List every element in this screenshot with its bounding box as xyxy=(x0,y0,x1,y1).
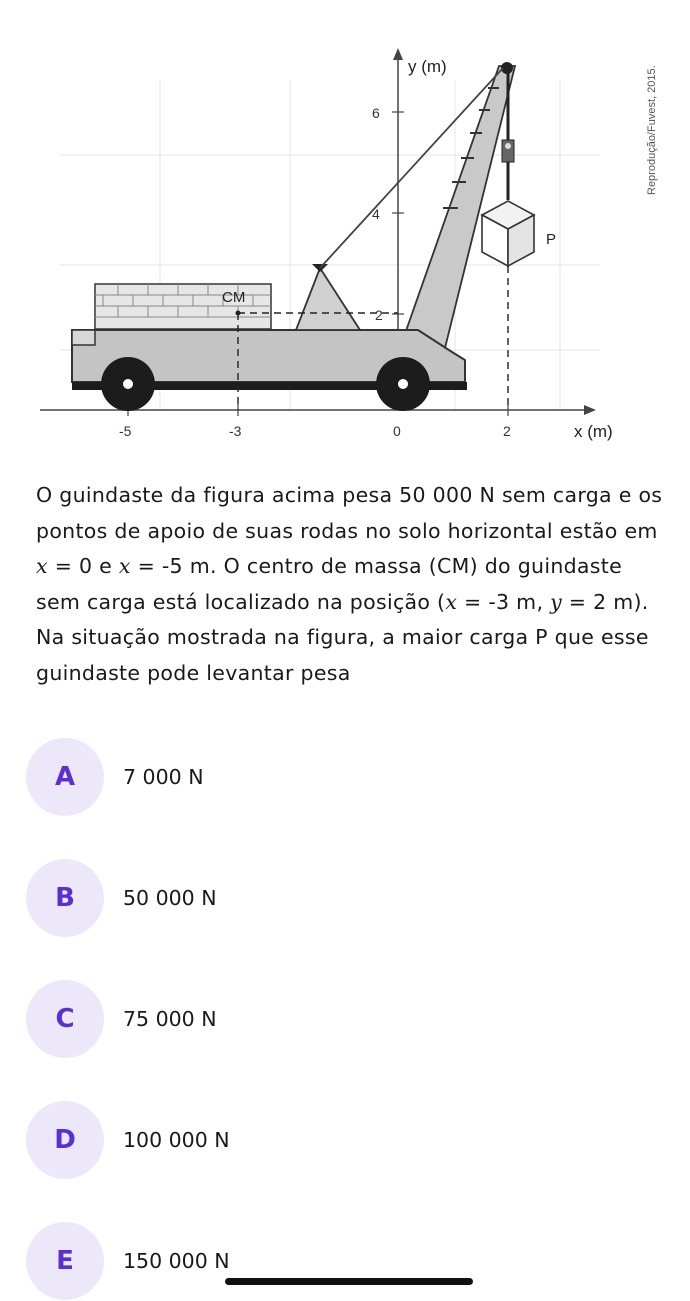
option-letter: E xyxy=(26,1222,104,1300)
option-text: 100 000 N xyxy=(123,1128,230,1152)
option-e[interactable] xyxy=(26,1221,626,1301)
front-wheel xyxy=(376,357,430,411)
x-axis-label: x (m) xyxy=(574,422,613,441)
cm-label: CM xyxy=(222,289,246,306)
x-tick-label-0: 0 xyxy=(393,423,401,439)
load-label: P xyxy=(546,231,557,248)
crane-figure xyxy=(0,0,690,460)
crane-boom xyxy=(400,62,515,348)
question-text: O guindaste da figura acima pesa 50 000 N sem carga e os pontos de apoio de suas rodas no solo horizontal estão em x = 0 e x = -5 m. O centro de massa (CM) do guindaste sem carga está localizado na posição (x = -3 m, y = 2 m). Na situação mostrada na figura, a maior carga P que esse guindaste pode levantar pesa xyxy=(36,483,663,685)
x-tick-label-neg3: -3 xyxy=(229,423,242,439)
option-letter: A xyxy=(26,738,104,816)
option-d[interactable] xyxy=(26,1100,626,1180)
y-axis-label: y (m) xyxy=(408,57,447,76)
x-tick-label-neg5: -5 xyxy=(119,423,132,439)
option-text: 150 000 N xyxy=(123,1249,230,1273)
x-tick-label-2: 2 xyxy=(503,423,511,439)
option-a[interactable] xyxy=(26,737,626,817)
option-text: 75 000 N xyxy=(123,1007,217,1031)
rear-wheel xyxy=(101,357,155,411)
option-letter: C xyxy=(26,980,104,1058)
load-block xyxy=(482,201,534,410)
option-letter: B xyxy=(26,859,104,937)
option-letter: D xyxy=(26,1101,104,1179)
option-text: 7 000 N xyxy=(123,765,204,789)
y-tick-label-2: 2 xyxy=(375,307,383,323)
y-tick-label-6: 6 xyxy=(372,105,380,121)
y-tick-label-4: 4 xyxy=(372,206,380,222)
option-c[interactable] xyxy=(26,979,626,1059)
home-indicator[interactable] xyxy=(225,1278,473,1285)
option-text: 50 000 N xyxy=(123,886,217,910)
image-credit: Reprodução/Fuvest, 2015. xyxy=(646,65,658,195)
option-b[interactable] xyxy=(26,858,626,938)
